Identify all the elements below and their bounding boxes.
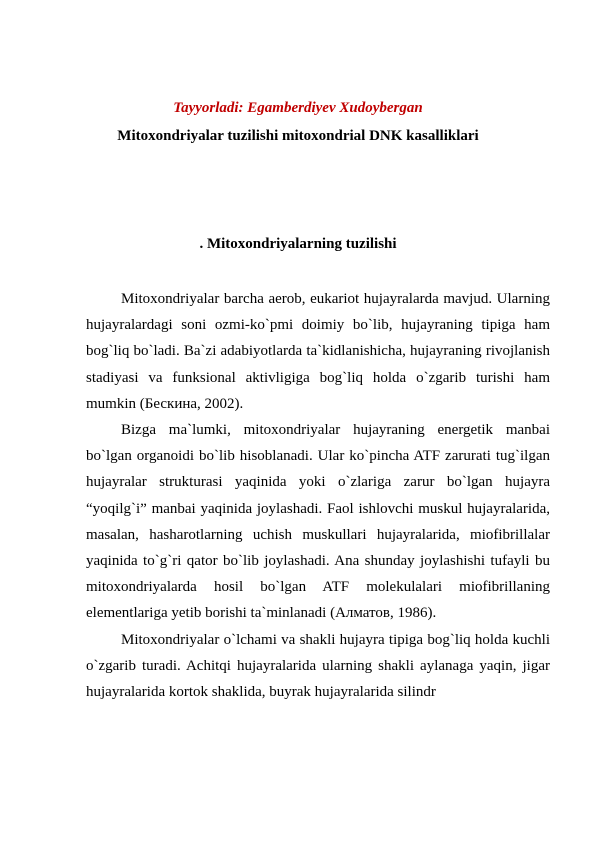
section-heading: . Mitoxondriyalarning tuzilishi [199, 236, 397, 252]
body-text [86, 286, 550, 705]
document-title: Mitoxondriyalar tuzilishi mitoxondrial DNK kasalliklari [117, 128, 479, 144]
author-line: Tayyorladi: Egamberdiyev Xudoybergan [173, 100, 423, 116]
paragraph-2: Bizga ma`lumki, mitoxondriyalar hujayraning energetik manbai bo`lgan organoidi bo`lib hisoblanadi. Ular ko`pincha ATF zarurati tug`ilgan hujayralar strukturasi yaqinida yoki o`zlariga zarur bo`lgan hujayra “yoqilg`i” manbai yaqinida joylashadi. Faol ishlovchi muskul hujayralarida, masalan, hasharotlarning uchish muskullari hujayralarida, miofibrillalar yaqinida to`g`ri qator bo`lib joylashadi. Ana shunday joylashishi tufayli bu mitoxondriyalarda hosil bo`lgan ATF molekulalari miofibrillaning elementlariga yetib borishi ta`minlanadi (Алматов, 1986). [86, 422, 550, 622]
paragraph-1: Mitoxondriyalar barcha aerob, eukariot hujayralarda mavjud. Ularning hujayralardagi soni ozmi-ko`pmi doimiy bo`lib, hujayraning tipiga ham bog`liq bo`ladi. Ba`zi adabiyotlarda ta`kidlanishicha, hujayraning rivojlanish stadiyasi va funksional aktivligiga bog`liq holda o`zgarib turishi ham mumkin (Бескина, 2002). [86, 291, 550, 412]
paragraph-3: Mitoxondriyalar o`lchami va shakli hujayra tipiga bog`liq holda kuchli o`zgarib turadi. Achitqi hujayralarida ularning shakli aylanaga yaqin, jigar hujayralarida kortok shaklida, buyrak hujayralarida silindr [86, 631, 550, 701]
